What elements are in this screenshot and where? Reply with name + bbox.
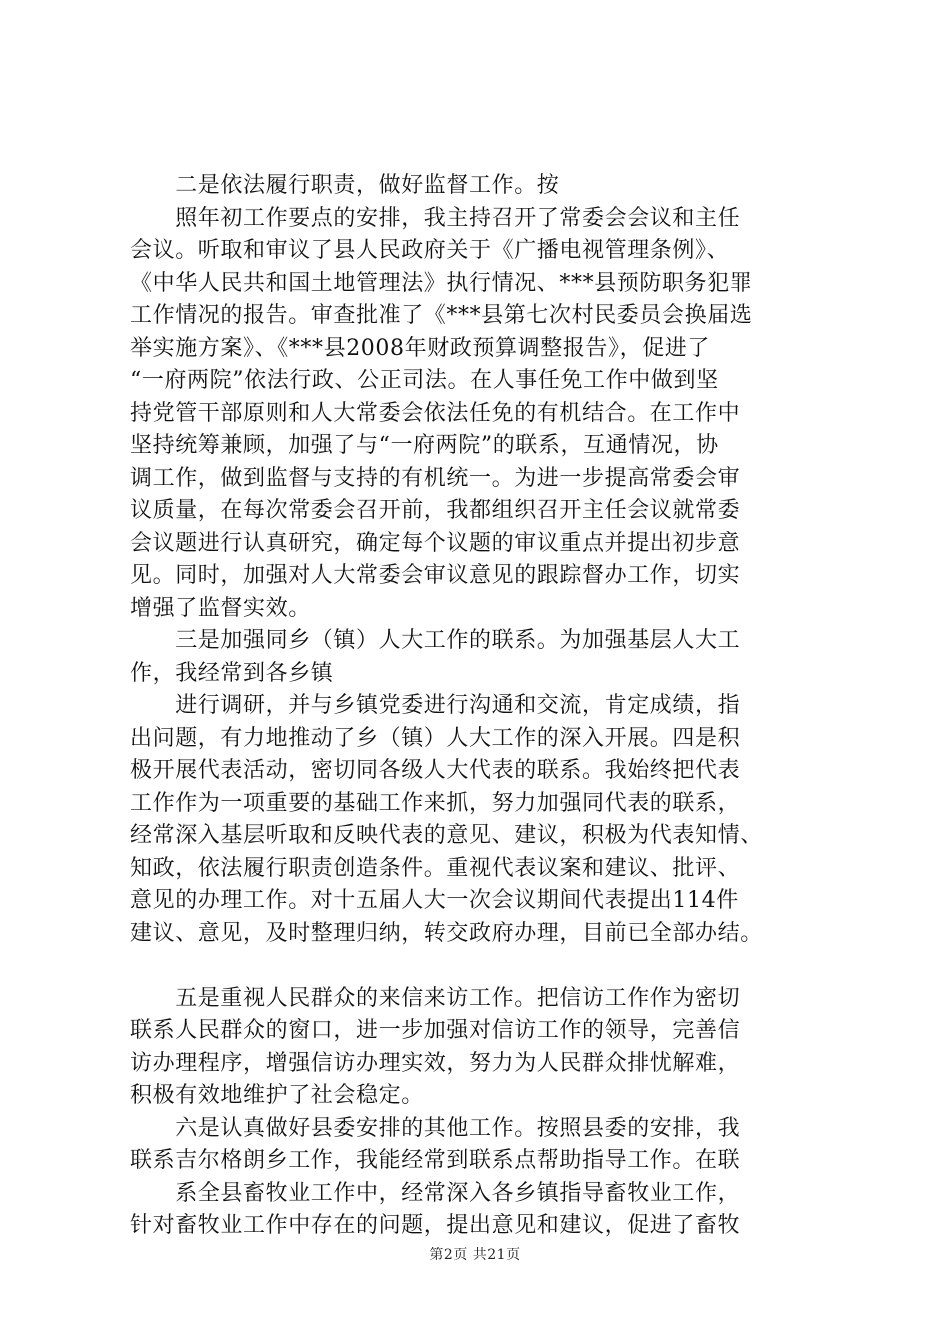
text-line: 会议。听取和审议了县人民政府关于《广播电视管理条例》、 (130, 238, 730, 263)
text-line: 持党管干部原则和人大常委会依法任免的有机结合。在工作中 (130, 400, 741, 426)
text-line: 坚持统筹兼顾，加强了与“一府两院”的联系，互通情况，协 (130, 433, 719, 458)
text-line: 作，我经常到各乡镇 (130, 660, 334, 686)
blank-line (130, 950, 835, 983)
text-line: 访办理程序，增强信访办理实效，努力为人民群众排忧解难， (130, 1050, 741, 1076)
text-line: 二是依法履行职责，做好监督工作。按 (130, 173, 560, 198)
body-text (130, 170, 835, 1243)
text-line: 工作情况的报告。审查批准了《***县第七次村民委员会换届选 (130, 303, 753, 328)
text-line: 意见的办理工作。对十五届人大一次会议期间代表提出114件 (130, 888, 739, 913)
text-line: 六是认真做好县委安排的其他工作。按照县委的安排，我 (130, 1115, 741, 1141)
text-line: 出问题，有力地推动了乡（镇）人大工作的深入开展。四是积 (130, 725, 741, 751)
text-line: 见。同时，加强对人大常委会审议意见的跟踪督办工作，切实 (130, 563, 741, 588)
text-line: 极开展代表活动，密切同各级人大代表的联系。我始终把代表 (130, 758, 741, 783)
text-line: 举实施方案》、《***县2008年财政预算调整报告》，促进了 (130, 335, 710, 361)
text-line: 联系吉尔格朗乡工作，我能经常到联系点帮助指导工作。在联 (130, 1148, 741, 1173)
text-line: 系全县畜牧业工作中，经常深入各乡镇指导畜牧业工作， (130, 1180, 741, 1206)
text-line: “一府两院”依法行政、公正司法。在人事任免工作中做到坚 (130, 368, 719, 393)
text-line: 三是加强同乡（镇）人大工作的联系。为加强基层人大工 (130, 628, 741, 653)
text-line: 建议、意见，及时整理归纳，转交政府办理，目前已全部办结。 (130, 920, 763, 946)
text-line: 五是重视人民群众的来信来访工作。把信访工作作为密切 (130, 985, 741, 1011)
text-line: 会议题进行认真研究，确定每个议题的审议重点并提出初步意 (130, 530, 741, 556)
text-line: 工作作为一项重要的基础工作来抓，努力加强同代表的联系， (130, 790, 741, 816)
text-line: 调工作，做到监督与支持的有机统一。为进一步提高常委会审 (130, 465, 741, 491)
text-line: 针对畜牧业工作中存在的问题，提出意见和建议，促进了畜牧 (130, 1213, 741, 1238)
page-footer: 第2页 共21页 (429, 1247, 521, 1263)
text-line: 议质量，在每次常委会召开前，我都组织召开主任会议就常委 (130, 498, 741, 523)
text-line: 照年初工作要点的安排，我主持召开了常委会会议和主任 (130, 205, 741, 231)
text-line: 经常深入基层听取和反映代表的意见、建议，积极为代表知情、 (130, 823, 763, 848)
text-line: 积极有效地维护了社会稳定。 (130, 1083, 424, 1108)
text-line: 增强了监督实效。 (130, 595, 311, 621)
text-line: 知政，依法履行职责创造条件。重视代表议案和建议、批评、 (130, 855, 741, 881)
text-line: 进行调研，并与乡镇党委进行沟通和交流，肯定成绩，指 (130, 693, 741, 718)
text-line: 《中华人民共和国土地管理法》执行情况、***县预防职务犯罪 (130, 270, 753, 296)
text-line: 联系人民群众的窗口，进一步加强对信访工作的领导，完善信 (130, 1018, 741, 1043)
